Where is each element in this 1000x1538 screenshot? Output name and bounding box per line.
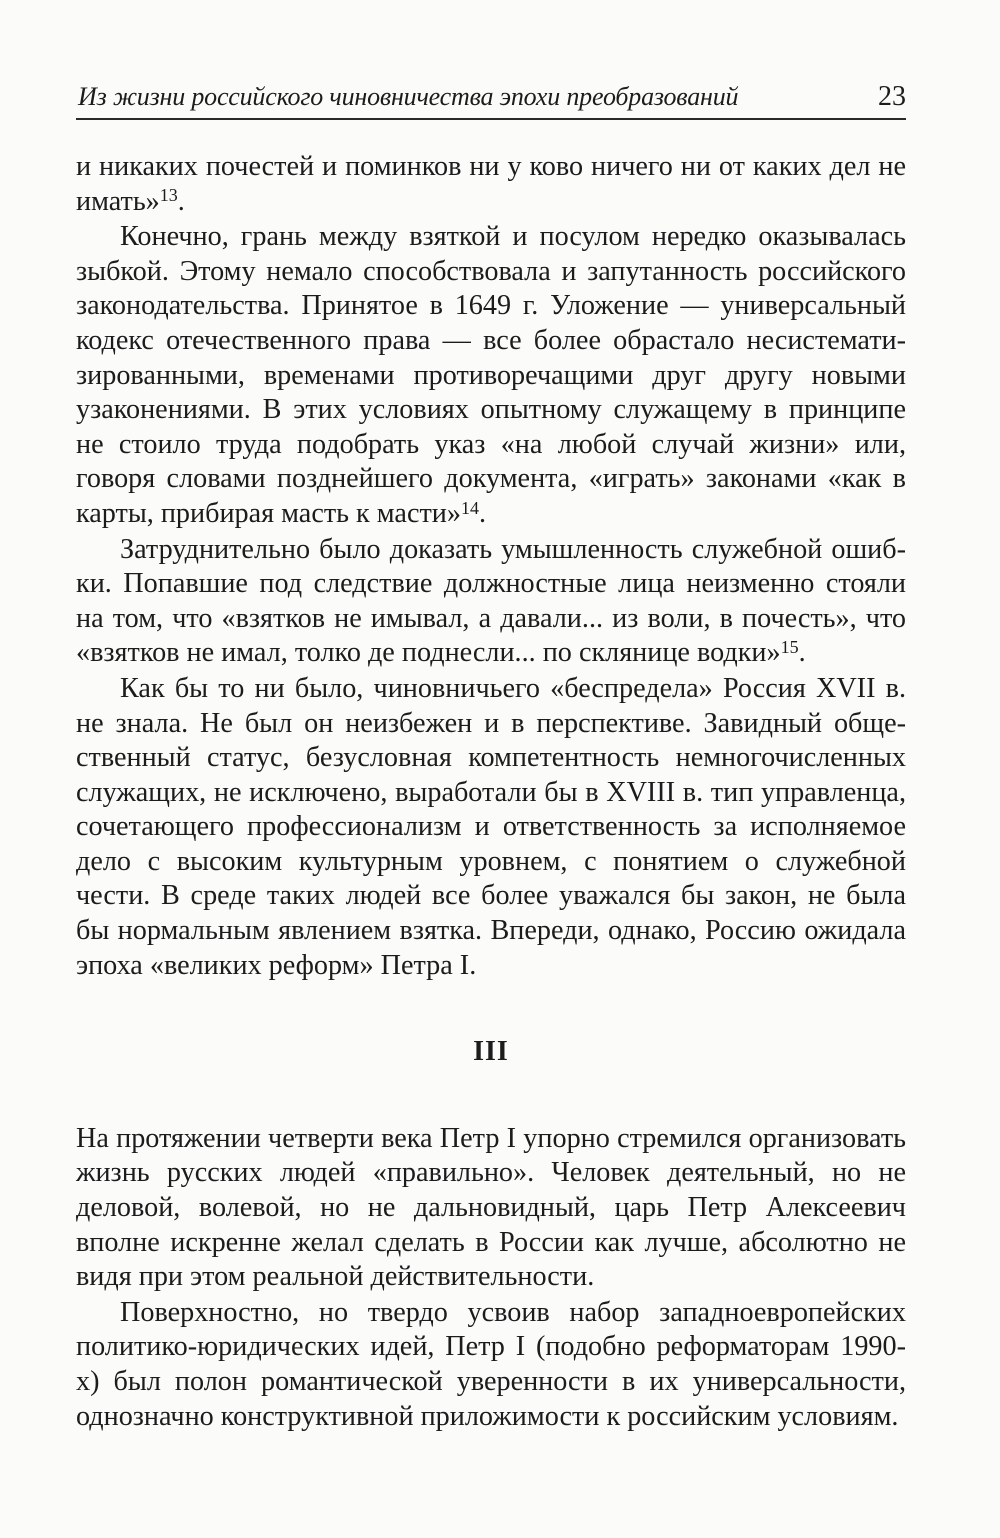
footnote-ref: 15 bbox=[780, 636, 799, 657]
paragraph: Конечно, грань между взяткой и посулом нередко оказывалась зыбкой. Этому немало способствовала и запутанность российского законодательства. Принятое в 1649 г. Уложение — универсальный кодекс отечественного права — все более обрастало несистематизированными, временами противоречащими друг другу новыми узаконениями. В этих условиях опытному служащему в принципе не стоило труда подобрать указ «на любой случай жизни» или, говоря словами позднейшего документа, «играть» законами «как в карты, прибирая масть к масти»$^{14}$. bbox=[76, 221, 906, 529]
paragraph: и никаких почестей и поминков ни у ково ничего ни от каких дел не имать»$^{13}$. bbox=[76, 151, 906, 217]
running-title: Из жизни российского чиновничества эпохи преобразований bbox=[78, 82, 739, 111]
page-number: 23 bbox=[878, 81, 906, 112]
paragraph: На протяжении четверти века Петр I упорно стремился организовать жизнь русских людей «правильно». Человек деятельный, но не деловой, волевой, но не дальновидный, царь Петр Алексеевич вполне искренне желал сделать в России как лучше, абсолютно не видя при этом реальной действительности. bbox=[76, 1122, 906, 1293]
footnote-ref: 13 bbox=[159, 185, 178, 206]
paragraph: Как бы то ни было, чиновничьего «беспредела» Россия XVII в. не знала. Не был он неизбежен и в перспективе. Завидный общественный статус, безусловная компетентность немногочисленных служащих, не исключено, выработали бы в XVIII в. тип управленца, сочетающего профессионализм и ответственность за исполняемое дело с высоким культурным уровнем, с понятием о служебной чести. В среде таких людей все более уважался бы закон, не была бы нормальным явлением взятка. Впереди, однако, Россию ожидала эпоха «великих реформ» Петра I. bbox=[76, 672, 906, 981]
paragraph: Поверхностно, но твердо усвоив набор западноевропейских политико-юридических идей, Петр I (подобно реформаторам 1990-х) был полон романтической уверенности в их универсальности, однозначно конструктивной приложимости к российским условиям. bbox=[76, 1296, 906, 1432]
running-header bbox=[76, 80, 906, 120]
section-heading: III bbox=[473, 1036, 509, 1068]
footnote-ref: 14 bbox=[460, 497, 479, 518]
paragraph: Затруднительно было доказать умышленность служебной ошибки. Попавшие под следствие должностные лица неизменно стояли на том, что «взятков не имывал, а давали... из воли, в почесть», что «взятков не имал, толко де поднесли... по склянице водки»$^{15}$. bbox=[76, 533, 906, 669]
body-text bbox=[76, 150, 906, 1434]
